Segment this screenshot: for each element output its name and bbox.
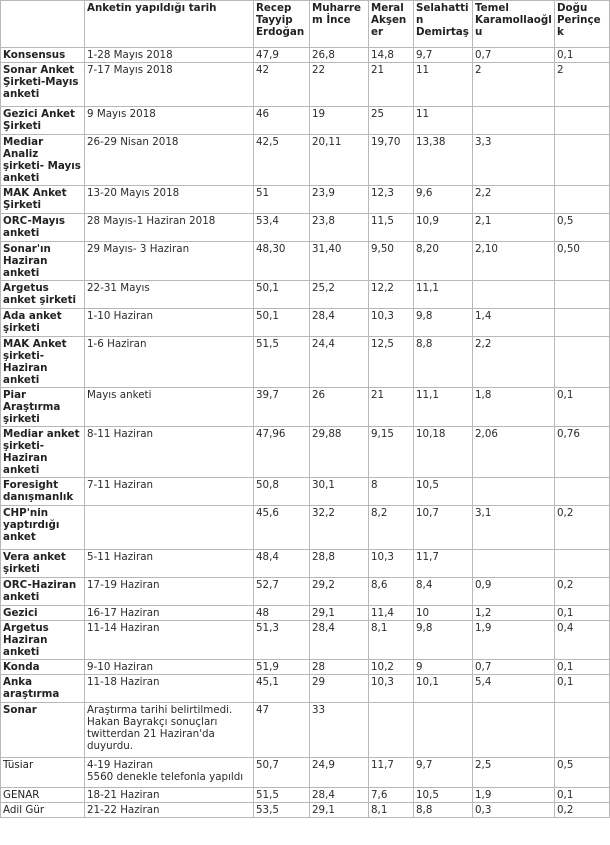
- erdogan-cell: 48: [254, 606, 310, 621]
- date-cell: 28 Mayıs-1 Haziran 2018: [85, 214, 254, 242]
- pollster-cell: Adil Gür: [1, 803, 85, 818]
- karamollaoglu-cell: 2,06: [473, 427, 555, 478]
- table-row: [1, 427, 610, 478]
- table-row: [1, 135, 610, 186]
- ince-cell: 29,2: [310, 578, 369, 606]
- erdogan-cell: 42,5: [254, 135, 310, 186]
- aksener-cell: 10,3: [369, 309, 414, 337]
- date-cell: 16-17 Haziran: [85, 606, 254, 621]
- karamollaoglu-cell: 0,9: [473, 578, 555, 606]
- perincek-cell: 2: [555, 63, 610, 107]
- pollster-cell: Sonar: [1, 703, 85, 758]
- table-row: [1, 621, 610, 660]
- perincek-cell: 0,2: [555, 803, 610, 818]
- perincek-cell: 0,76: [555, 427, 610, 478]
- header-ince: Muharrem İnce: [310, 1, 369, 48]
- aksener-cell: 19,70: [369, 135, 414, 186]
- demirtas-cell: 9,8: [414, 309, 473, 337]
- demirtas-cell: 10,9: [414, 214, 473, 242]
- perincek-cell: [555, 703, 610, 758]
- perincek-cell: 0,1: [555, 48, 610, 63]
- date-cell: 18-21 Haziran: [85, 788, 254, 803]
- perincek-cell: [555, 107, 610, 135]
- table-row: [1, 63, 610, 107]
- ince-cell: 22: [310, 63, 369, 107]
- karamollaoglu-cell: 2,10: [473, 242, 555, 281]
- header-erdogan: Recep Tayyip Erdoğan: [254, 1, 310, 48]
- karamollaoglu-cell: 1,9: [473, 621, 555, 660]
- ince-cell: 19: [310, 107, 369, 135]
- date-cell: 1-10 Haziran: [85, 309, 254, 337]
- erdogan-cell: 50,7: [254, 758, 310, 788]
- date-cell: 9-10 Haziran: [85, 660, 254, 675]
- aksener-cell: 9,15: [369, 427, 414, 478]
- date-cell: 5-11 Haziran: [85, 550, 254, 578]
- date-cell: 9 Mayıs 2018: [85, 107, 254, 135]
- header-demirtas: Selahattin Demirtaş: [414, 1, 473, 48]
- perincek-cell: 0,2: [555, 506, 610, 550]
- karamollaoglu-cell: 1,2: [473, 606, 555, 621]
- ince-cell: 29,88: [310, 427, 369, 478]
- date-cell: 21-22 Haziran: [85, 803, 254, 818]
- demirtas-cell: 13,38: [414, 135, 473, 186]
- perincek-cell: 0,50: [555, 242, 610, 281]
- date-cell: 13-20 Mayıs 2018: [85, 186, 254, 214]
- perincek-cell: [555, 309, 610, 337]
- erdogan-cell: 51,9: [254, 660, 310, 675]
- date-cell: 1-28 Mayıs 2018: [85, 48, 254, 63]
- demirtas-cell: 10: [414, 606, 473, 621]
- perincek-cell: 0,1: [555, 788, 610, 803]
- date-cell: 7-17 Mayıs 2018: [85, 63, 254, 107]
- karamollaoglu-cell: 2: [473, 63, 555, 107]
- table-row: [1, 242, 610, 281]
- header-pollster: [1, 1, 85, 48]
- aksener-cell: 10,3: [369, 550, 414, 578]
- aksener-cell: 11,7: [369, 758, 414, 788]
- header-karamollaoglu: Temel Karamollaoğlu: [473, 1, 555, 48]
- karamollaoglu-cell: 0,3: [473, 803, 555, 818]
- date-cell: 17-19 Haziran: [85, 578, 254, 606]
- table-row: [1, 703, 610, 758]
- table-row: [1, 803, 610, 818]
- demirtas-cell: 10,1: [414, 675, 473, 703]
- aksener-cell: 7,6: [369, 788, 414, 803]
- aksener-cell: 11,5: [369, 214, 414, 242]
- karamollaoglu-cell: 2,1: [473, 214, 555, 242]
- demirtas-cell: 9,6: [414, 186, 473, 214]
- perincek-cell: 0,1: [555, 660, 610, 675]
- karamollaoglu-cell: [473, 478, 555, 506]
- perincek-cell: 0,1: [555, 388, 610, 427]
- pollster-cell: Sonar Anket Şirketi-Mayıs anketi: [1, 63, 85, 107]
- pollster-cell: Piar Araştırma şirketi: [1, 388, 85, 427]
- pollster-cell: MAK Anket Şirketi: [1, 186, 85, 214]
- table-row: [1, 578, 610, 606]
- erdogan-cell: 50,1: [254, 281, 310, 309]
- demirtas-cell: 9: [414, 660, 473, 675]
- demirtas-cell: 8,4: [414, 578, 473, 606]
- pollster-cell: Argetus Haziran anketi: [1, 621, 85, 660]
- aksener-cell: 10,3: [369, 675, 414, 703]
- date-cell: 1-6 Haziran: [85, 337, 254, 388]
- demirtas-cell: 10,18: [414, 427, 473, 478]
- aksener-cell: 8,2: [369, 506, 414, 550]
- header-perincek: Doğu Perinçek: [555, 1, 610, 48]
- erdogan-cell: 47,9: [254, 48, 310, 63]
- perincek-cell: 0,2: [555, 578, 610, 606]
- aksener-cell: 21: [369, 388, 414, 427]
- ince-cell: 20,11: [310, 135, 369, 186]
- date-cell: 26-29 Nisan 2018: [85, 135, 254, 186]
- perincek-cell: 0,5: [555, 214, 610, 242]
- ince-cell: 32,2: [310, 506, 369, 550]
- ince-cell: 33: [310, 703, 369, 758]
- table-row: [1, 309, 610, 337]
- perincek-cell: [555, 135, 610, 186]
- demirtas-cell: 9,8: [414, 621, 473, 660]
- date-cell: 11-18 Haziran: [85, 675, 254, 703]
- ince-cell: 31,40: [310, 242, 369, 281]
- pollster-cell: Mediar Analiz şirketi- Mayıs anketi: [1, 135, 85, 186]
- erdogan-cell: 47,96: [254, 427, 310, 478]
- erdogan-cell: 42: [254, 63, 310, 107]
- table-row: [1, 758, 610, 788]
- header-row: [1, 1, 610, 48]
- erdogan-cell: 46: [254, 107, 310, 135]
- perincek-cell: 0,1: [555, 675, 610, 703]
- pollster-cell: Sonar'ın Haziran anketi: [1, 242, 85, 281]
- ince-cell: 29,1: [310, 803, 369, 818]
- table-row: [1, 506, 610, 550]
- erdogan-cell: 51,5: [254, 788, 310, 803]
- karamollaoglu-cell: 0,7: [473, 48, 555, 63]
- table-row: [1, 107, 610, 135]
- perincek-cell: [555, 186, 610, 214]
- karamollaoglu-cell: [473, 703, 555, 758]
- ince-cell: 28,4: [310, 621, 369, 660]
- demirtas-cell: 11,1: [414, 388, 473, 427]
- pollster-cell: Ada anket şirketi: [1, 309, 85, 337]
- perincek-cell: [555, 478, 610, 506]
- date-cell: [85, 506, 254, 550]
- karamollaoglu-cell: [473, 281, 555, 309]
- perincek-cell: [555, 550, 610, 578]
- karamollaoglu-cell: 2,5: [473, 758, 555, 788]
- pollster-cell: Argetus anket şirketi: [1, 281, 85, 309]
- aksener-cell: 8,1: [369, 621, 414, 660]
- aksener-cell: 10,2: [369, 660, 414, 675]
- karamollaoglu-cell: [473, 550, 555, 578]
- karamollaoglu-cell: 1,4: [473, 309, 555, 337]
- pollster-cell: Foresight danışmanlık: [1, 478, 85, 506]
- ince-cell: 28,8: [310, 550, 369, 578]
- table-row: [1, 48, 610, 63]
- erdogan-cell: 51: [254, 186, 310, 214]
- table-row: [1, 337, 610, 388]
- erdogan-cell: 45,1: [254, 675, 310, 703]
- demirtas-cell: 11: [414, 107, 473, 135]
- table-row: [1, 660, 610, 675]
- demirtas-cell: 11,7: [414, 550, 473, 578]
- date-cell: Araştırma tarihi belirtilmedi. Hakan Bayrakçı sonuçları twitterdan 21 Haziran'da duyurdu.: [85, 703, 254, 758]
- karamollaoglu-cell: [473, 107, 555, 135]
- pollster-cell: Gezici: [1, 606, 85, 621]
- aksener-cell: [369, 703, 414, 758]
- erdogan-cell: 39,7: [254, 388, 310, 427]
- header-date: Anketin yapıldığı tarih: [85, 1, 254, 48]
- ince-cell: 28,4: [310, 788, 369, 803]
- ince-cell: 24,4: [310, 337, 369, 388]
- aksener-cell: 8: [369, 478, 414, 506]
- ince-cell: 26: [310, 388, 369, 427]
- header-aksener: Meral Akşener: [369, 1, 414, 48]
- aksener-cell: 14,8: [369, 48, 414, 63]
- demirtas-cell: 8,20: [414, 242, 473, 281]
- pollster-cell: Vera anket şirketi: [1, 550, 85, 578]
- erdogan-cell: 52,7: [254, 578, 310, 606]
- karamollaoglu-cell: 2,2: [473, 337, 555, 388]
- demirtas-cell: 10,7: [414, 506, 473, 550]
- pollster-cell: Konda: [1, 660, 85, 675]
- demirtas-cell: 8,8: [414, 337, 473, 388]
- ince-cell: 23,9: [310, 186, 369, 214]
- table-row: [1, 214, 610, 242]
- karamollaoglu-cell: 2,2: [473, 186, 555, 214]
- ince-cell: 28: [310, 660, 369, 675]
- pollster-cell: ORC-Mayıs anketi: [1, 214, 85, 242]
- demirtas-cell: 8,8: [414, 803, 473, 818]
- table-row: [1, 550, 610, 578]
- demirtas-cell: 11,1: [414, 281, 473, 309]
- karamollaoglu-cell: 1,8: [473, 388, 555, 427]
- ince-cell: 26,8: [310, 48, 369, 63]
- karamollaoglu-cell: 3,3: [473, 135, 555, 186]
- perincek-cell: 0,1: [555, 606, 610, 621]
- aksener-cell: 9,50: [369, 242, 414, 281]
- demirtas-cell: 10,5: [414, 478, 473, 506]
- erdogan-cell: 53,4: [254, 214, 310, 242]
- demirtas-cell: 9,7: [414, 758, 473, 788]
- pollster-cell: Mediar anket şirketi-Haziran anketi: [1, 427, 85, 478]
- aksener-cell: 12,2: [369, 281, 414, 309]
- erdogan-cell: 51,5: [254, 337, 310, 388]
- erdogan-cell: 51,3: [254, 621, 310, 660]
- perincek-cell: 0,4: [555, 621, 610, 660]
- ince-cell: 24,9: [310, 758, 369, 788]
- ince-cell: 28,4: [310, 309, 369, 337]
- demirtas-cell: 9,7: [414, 48, 473, 63]
- ince-cell: 29,1: [310, 606, 369, 621]
- aksener-cell: 8,6: [369, 578, 414, 606]
- erdogan-cell: 47: [254, 703, 310, 758]
- table-row: [1, 606, 610, 621]
- erdogan-cell: 50,1: [254, 309, 310, 337]
- demirtas-cell: 11: [414, 63, 473, 107]
- demirtas-cell: [414, 703, 473, 758]
- pollster-cell: MAK Anket şirketi-Haziran anketi: [1, 337, 85, 388]
- perincek-cell: [555, 281, 610, 309]
- pollster-cell: Anka araştırma: [1, 675, 85, 703]
- karamollaoglu-cell: 5,4: [473, 675, 555, 703]
- erdogan-cell: 50,8: [254, 478, 310, 506]
- table-row: [1, 388, 610, 427]
- ince-cell: 30,1: [310, 478, 369, 506]
- perincek-cell: [555, 337, 610, 388]
- date-cell: Mayıs anketi: [85, 388, 254, 427]
- aksener-cell: 11,4: [369, 606, 414, 621]
- date-cell: 22-31 Mayıs: [85, 281, 254, 309]
- erdogan-cell: 53,5: [254, 803, 310, 818]
- table-row: [1, 186, 610, 214]
- karamollaoglu-cell: 3,1: [473, 506, 555, 550]
- erdogan-cell: 48,30: [254, 242, 310, 281]
- date-cell: 11-14 Haziran: [85, 621, 254, 660]
- ince-cell: 29: [310, 675, 369, 703]
- pollster-cell: Gezici Anket Şirketi: [1, 107, 85, 135]
- date-cell: 8-11 Haziran: [85, 427, 254, 478]
- ince-cell: 23,8: [310, 214, 369, 242]
- pollster-cell: CHP'nin yaptırdığı anket: [1, 506, 85, 550]
- pollster-cell: ORC-Haziran anketi: [1, 578, 85, 606]
- pollster-cell: Konsensus: [1, 48, 85, 63]
- poll-body: [1, 48, 610, 818]
- perincek-cell: 0,5: [555, 758, 610, 788]
- aksener-cell: 12,3: [369, 186, 414, 214]
- ince-cell: 25,2: [310, 281, 369, 309]
- demirtas-cell: 10,5: [414, 788, 473, 803]
- table-row: [1, 675, 610, 703]
- aksener-cell: 8,1: [369, 803, 414, 818]
- aksener-cell: 21: [369, 63, 414, 107]
- erdogan-cell: 48,4: [254, 550, 310, 578]
- date-cell: 29 Mayıs- 3 Haziran: [85, 242, 254, 281]
- pollster-cell: Tüsiar: [1, 758, 85, 788]
- date-cell: 7-11 Haziran: [85, 478, 254, 506]
- karamollaoglu-cell: 0,7: [473, 660, 555, 675]
- table-row: [1, 788, 610, 803]
- erdogan-cell: 45,6: [254, 506, 310, 550]
- aksener-cell: 12,5: [369, 337, 414, 388]
- table-row: [1, 281, 610, 309]
- date-cell: 4-19 Haziran 5560 denekle telefonla yapıldı: [85, 758, 254, 788]
- aksener-cell: 25: [369, 107, 414, 135]
- pollster-cell: GENAR: [1, 788, 85, 803]
- table-row: [1, 478, 610, 506]
- karamollaoglu-cell: 1,9: [473, 788, 555, 803]
